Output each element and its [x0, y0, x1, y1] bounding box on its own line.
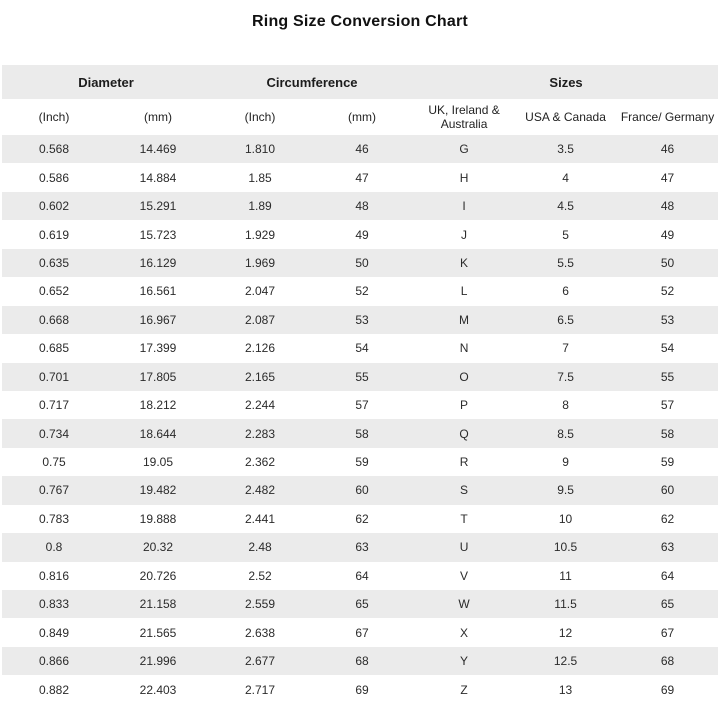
table-cell: 0.685 — [38, 341, 70, 356]
table-cell: 2.677 — [245, 654, 276, 669]
table-cell: 3.5 — [557, 142, 574, 157]
table-cell: 2.047 — [245, 284, 276, 299]
table-cell: 16.129 — [139, 255, 177, 270]
table-cell: G — [459, 142, 469, 157]
group-header-sizes: Sizes — [549, 74, 583, 90]
table-cell: 2.087 — [245, 312, 276, 327]
table-cell: 9.5 — [557, 483, 574, 498]
table-cell: 46 — [355, 142, 369, 157]
table-row — [2, 334, 718, 362]
table-row — [2, 505, 718, 533]
table-row — [2, 363, 718, 391]
table-cell: W — [458, 597, 470, 612]
table-cell: L — [460, 284, 468, 299]
table-cell: 2.559 — [245, 597, 276, 612]
table-row — [2, 163, 718, 191]
table-cell: 54 — [355, 341, 369, 356]
column-header: (Inch) — [244, 110, 276, 124]
table-cell: 21.158 — [139, 597, 177, 612]
table-cell: T — [460, 511, 468, 526]
table-cell: 68 — [660, 654, 675, 669]
table-cell: 57 — [660, 398, 675, 413]
table-cell: 12.5 — [553, 654, 578, 669]
ring-size-table — [2, 65, 718, 704]
table-cell: 0.833 — [38, 597, 70, 612]
table-row — [2, 306, 718, 334]
table-cell: 62 — [355, 511, 369, 526]
table-cell: 2.244 — [245, 398, 276, 413]
table-cell: 18.644 — [139, 426, 177, 441]
table-cell: 0.816 — [38, 568, 70, 583]
table-cell: 0.635 — [38, 255, 70, 270]
table-cell: O — [459, 369, 469, 384]
table-row — [2, 562, 718, 590]
table-row — [2, 192, 718, 220]
table-row — [2, 220, 718, 248]
table-cell: 68 — [355, 654, 369, 669]
table-cell: 13 — [558, 682, 573, 697]
table-cell: 19.888 — [139, 511, 177, 526]
table-cell: 5 — [562, 227, 569, 242]
table-cell: 69 — [660, 682, 675, 697]
table-cell: J — [461, 227, 468, 242]
table-cell: 0.568 — [38, 142, 70, 157]
table-cell: 46 — [660, 142, 675, 157]
table-cell: 6 — [562, 284, 569, 299]
table-cell: R — [459, 455, 469, 470]
table-cell: 2.362 — [245, 455, 276, 470]
table-row — [2, 618, 718, 646]
table-cell: 47 — [355, 170, 369, 185]
table-cell: 0.701 — [38, 369, 70, 384]
table-row — [2, 675, 718, 703]
table-cell: 0.619 — [38, 227, 70, 242]
table-cell: 63 — [660, 540, 675, 555]
table-cell: 65 — [355, 597, 369, 612]
table-cell: 62 — [660, 511, 675, 526]
table-cell: U — [459, 540, 469, 555]
column-header: France/ Germany — [620, 110, 715, 124]
table-cell: 1.969 — [245, 255, 276, 270]
table-cell: S — [460, 483, 469, 498]
table-cell: 59 — [355, 455, 369, 470]
table-cell: 14.469 — [139, 142, 177, 157]
table-cell: 7.5 — [557, 369, 574, 384]
table-cell: 20.32 — [142, 540, 174, 555]
table-cell: 0.866 — [38, 654, 70, 669]
table-cell: 64 — [355, 568, 369, 583]
table-cell: 54 — [660, 341, 675, 356]
table-cell: Z — [460, 682, 468, 697]
table-cell: 12 — [558, 625, 573, 640]
table-cell: 65 — [660, 597, 675, 612]
table-header — [2, 65, 718, 135]
table-cell: 4.5 — [557, 199, 574, 214]
column-header: (Inch) — [38, 110, 70, 124]
table-cell: 7 — [562, 341, 569, 356]
table-cell: M — [459, 312, 470, 327]
table-cell: 0.882 — [38, 682, 70, 697]
table-cell: 18.212 — [139, 398, 177, 413]
table-cell: 2.52 — [248, 568, 272, 583]
table-row — [2, 476, 718, 504]
table-cell: 2.283 — [245, 426, 276, 441]
column-header-row — [2, 99, 718, 135]
table-cell: 9 — [562, 455, 569, 470]
table-cell: 17.805 — [139, 369, 177, 384]
table-row — [2, 590, 718, 618]
table-cell: 2.482 — [245, 483, 276, 498]
table-cell: 55 — [660, 369, 675, 384]
table-cell: 2.48 — [248, 540, 272, 555]
table-cell: Q — [459, 426, 469, 441]
table-cell: 0.734 — [38, 426, 70, 441]
table-row — [2, 277, 718, 305]
table-cell: I — [462, 199, 466, 214]
table-cell: 0.652 — [38, 284, 70, 299]
table-cell: 58 — [355, 426, 369, 441]
table-cell: 8.5 — [557, 426, 574, 441]
table-cell: 49 — [660, 227, 675, 242]
table-cell: 1.929 — [245, 227, 276, 242]
table-cell: 52 — [355, 284, 369, 299]
table-cell: 67 — [660, 625, 675, 640]
table-cell: 10.5 — [553, 540, 578, 555]
column-header: (mm) — [144, 110, 172, 124]
table-row — [2, 647, 718, 675]
table-cell: 17.399 — [139, 341, 177, 356]
table-cell: 15.291 — [139, 199, 177, 214]
table-row — [2, 533, 718, 561]
table-cell: 52 — [660, 284, 675, 299]
table-cell: 21.565 — [139, 625, 177, 640]
group-header-diameter: Diameter — [78, 74, 134, 90]
table-cell: 50 — [355, 255, 369, 270]
table-body — [2, 135, 718, 704]
table-cell: 15.723 — [139, 227, 177, 242]
table-cell: N — [459, 341, 469, 356]
table-cell: 48 — [660, 199, 675, 214]
table-cell: 50 — [660, 255, 675, 270]
table-cell: 2.441 — [245, 511, 276, 526]
table-cell: 0.717 — [38, 398, 70, 413]
table-cell: 67 — [355, 625, 369, 640]
table-cell: 64 — [660, 568, 675, 583]
table-row — [2, 249, 718, 277]
table-cell: H — [459, 170, 469, 185]
table-cell: 53 — [355, 312, 369, 327]
table-cell: 5.5 — [557, 255, 574, 270]
table-row — [2, 419, 718, 447]
table-cell: 10 — [558, 511, 573, 526]
table-cell: X — [460, 625, 469, 640]
table-cell: V — [460, 568, 469, 583]
table-cell: 14.884 — [139, 170, 177, 185]
table-cell: 16.967 — [139, 312, 177, 327]
table-cell: 1.810 — [245, 142, 276, 157]
table-cell: 0.783 — [38, 511, 70, 526]
table-cell: 2.638 — [245, 625, 276, 640]
table-cell: 1.89 — [248, 199, 272, 214]
table-cell: 6.5 — [557, 312, 574, 327]
table-cell: 55 — [355, 369, 369, 384]
table-row — [2, 448, 718, 476]
table-cell: 47 — [660, 170, 675, 185]
table-cell: 21.996 — [139, 654, 177, 669]
table-cell: 58 — [660, 426, 675, 441]
table-cell: 49 — [355, 227, 369, 242]
table-cell: 69 — [355, 682, 369, 697]
table-cell: 0.668 — [38, 312, 70, 327]
table-cell: 20.726 — [139, 568, 177, 583]
group-header-circumference: Circumference — [266, 74, 358, 90]
table-cell: 59 — [660, 455, 675, 470]
table-row — [2, 391, 718, 419]
table-cell: 8 — [562, 398, 569, 413]
table-cell: 19.482 — [139, 483, 177, 498]
table-cell: 53 — [660, 312, 675, 327]
table-cell: 0.8 — [45, 540, 63, 555]
table-cell: 0.586 — [38, 170, 70, 185]
page-title: Ring Size Conversion Chart — [252, 13, 468, 30]
table-cell: 0.602 — [38, 199, 70, 214]
table-cell: 11.5 — [554, 597, 577, 612]
table-cell: 16.561 — [139, 284, 177, 299]
table-cell: 2.717 — [245, 682, 276, 697]
table-cell: 60 — [355, 483, 369, 498]
table-cell: 4 — [562, 170, 569, 185]
column-header: UK, Ireland & Australia — [428, 103, 500, 131]
table-cell: 11 — [559, 568, 572, 583]
column-header: (mm) — [348, 110, 377, 124]
table-cell: P — [460, 398, 469, 413]
table-cell: Y — [460, 654, 469, 669]
table-cell: 0.75 — [42, 455, 66, 470]
table-cell: 60 — [660, 483, 675, 498]
column-header: USA & Canada — [525, 110, 606, 124]
table-cell: 0.849 — [38, 625, 70, 640]
table-cell: 0.767 — [38, 483, 70, 498]
table-cell: K — [460, 255, 469, 270]
table-cell: 57 — [355, 398, 369, 413]
table-cell: 2.165 — [245, 369, 276, 384]
table-cell: 48 — [355, 199, 369, 214]
table-cell: 1.85 — [248, 170, 272, 185]
table-cell: 63 — [355, 540, 369, 555]
table-cell: 22.403 — [139, 682, 177, 697]
group-header-row — [2, 65, 718, 99]
table-cell: 19.05 — [142, 455, 174, 470]
table-row — [2, 135, 718, 163]
table-cell: 2.126 — [245, 341, 276, 356]
